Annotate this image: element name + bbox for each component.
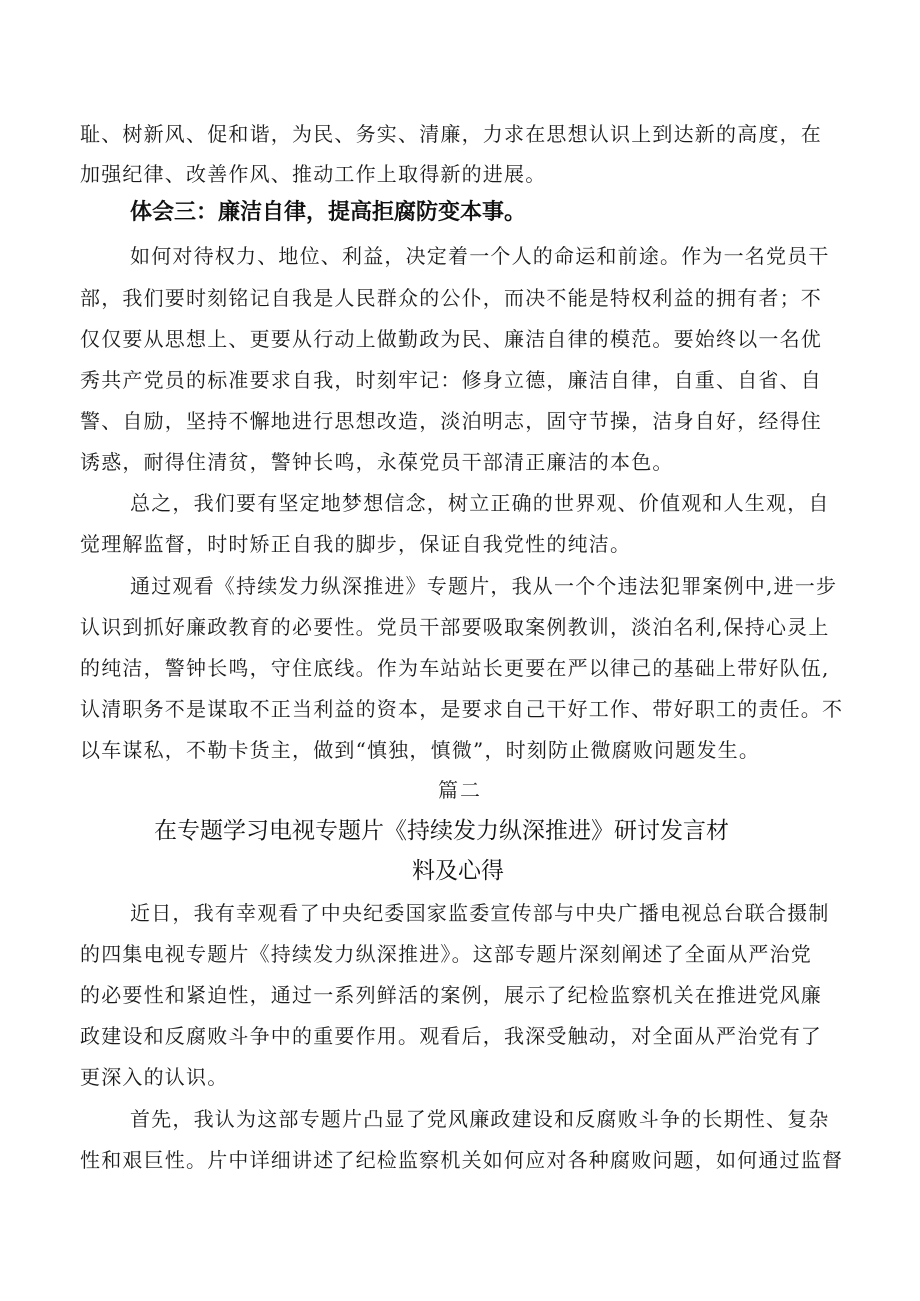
paragraph-line: 觉理解监督，时时矫正自我的脚步，保证自我党性的纯洁。 [80, 532, 632, 556]
paragraph-line: 警、自励，坚持不懈地进行思想改造，淡泊明志，固守节操，洁身自好，经得住 [80, 409, 822, 433]
paragraph-line: 以车谋私，不勒卡货主，做到“慎独，慎微”，时刻防止微腐败问题发生。 [80, 738, 761, 762]
paragraph-line: 的必要性和紧迫性，通过一系列鲜活的案例，展示了纪检监察机关在推进党风廉 [80, 983, 822, 1007]
paragraph-line: 认清职务不是谋取不正当利益的资本，是要求自己干好工作、带好职工的责任。不 [80, 697, 844, 721]
paragraph-line: 部，我们要时刻铭记自我是人民群众的公仆，而决不能是特权利益的拥有者；不 [80, 286, 822, 310]
paragraph-line: 认识到抓好廉政教育的必要性。党员干部要吸取案例教训，淡泊名利,保持心灵上 [80, 615, 830, 639]
paragraph-line: 的四集电视专题片《持续发力纵深推进》。这部专题片深刻阐述了全面从严治党 [80, 942, 812, 966]
paragraph-line: 近日，我有幸观看了中央纪委国家监委宣传部与中央广播电视总台联合摄制 [130, 901, 830, 925]
document-title: 料及心得 [412, 858, 504, 884]
paragraph-line: 政建设和反腐败斗争中的重要作用。观看后，我深受触动，对全面从严治党有了 [80, 1024, 822, 1048]
document-title: 在专题学习电视专题片《持续发力纵深推进》研讨发言材 [154, 818, 729, 844]
paragraph-line: 秀共产党员的标准要求自我，时刻牢记：修身立德，廉洁自律，自重、自省、自 [80, 368, 822, 392]
paragraph-line: 诱惑，耐得住清贫，警钟长鸣，永葆党员干部清正廉洁的本色。 [80, 450, 674, 474]
paragraph-line: 性和艰巨性。片中详细讲述了纪检监察机关如何应对各种腐败问题，如何通过监督 [80, 1148, 844, 1172]
paragraph-line: 耻、树新风、促和谐，为民、务实、清廉，力求在思想认识上到达新的高度，在 [80, 122, 822, 146]
paragraph-line: 加强纪律、改善作风、推动工作上取得新的进展。 [80, 162, 547, 186]
paragraph-line: 更深入的认识。 [80, 1065, 229, 1089]
paragraph-line: 通过观看《持续发力纵深推进》专题片，我从一个个违法犯罪案例中,进一步 [130, 574, 838, 598]
part-label: 篇二 [438, 778, 482, 802]
section-heading: 体会三：廉洁自律，提高拒腐防变本事。 [130, 200, 527, 225]
paragraph-line: 如何对待权力、地位、利益，决定着一个人的命运和前途。作为一名党员干 [130, 244, 830, 268]
paragraph-line: 的纯洁，警钟长鸣，守住底线。作为车站站长更要在严以律己的基础上带好队伍, [80, 656, 830, 680]
paragraph-line: 仅仅要从思想上、更要从行动上做勤政为民、廉洁自律的模范。要始终以一名优 [80, 327, 822, 351]
paragraph-line: 首先，我认为这部专题片凸显了党风廉政建设和反腐败斗争的长期性、复杂 [130, 1107, 830, 1131]
paragraph-line: 总之，我们要有坚定地梦想信念，树立正确的世界观、价值观和人生观，自 [130, 491, 830, 515]
